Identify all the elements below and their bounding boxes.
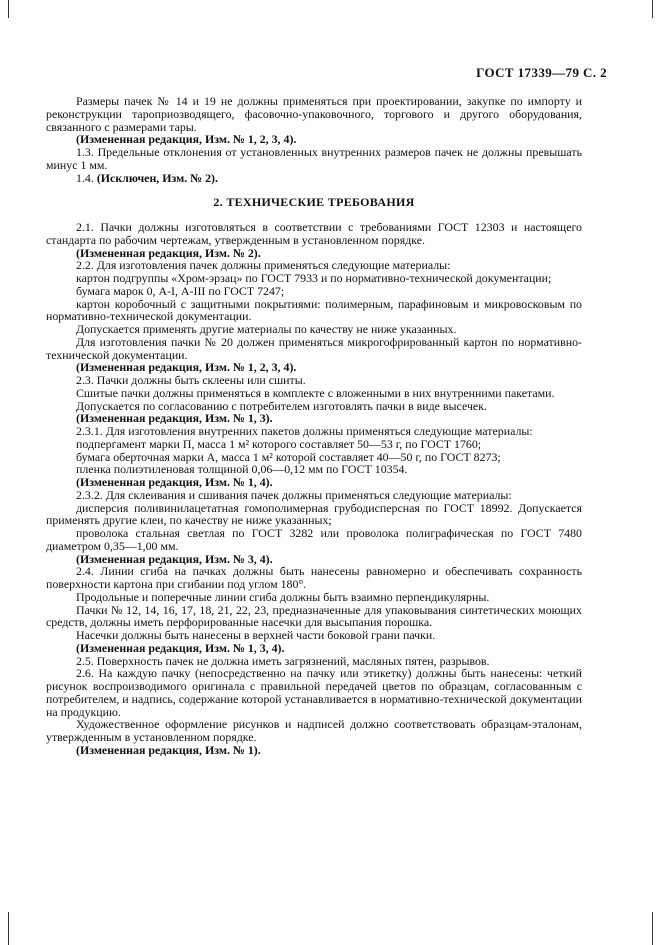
scan-edge-mark (8, 912, 9, 945)
paragraph: Насечки должны быть нанесены в верхней части боковой грани пачки. (76, 628, 436, 642)
paragraph: бумага марок 0, А-I, А-III по ГОСТ 7247; (76, 283, 285, 298)
paragraph: 2.3. Пачки должны быть склеены или сшиты. (76, 373, 306, 387)
page-header-title: ГОСТ 17339—79 С. 2 (476, 65, 607, 80)
paragraph: Продольные и поперечные линии сгиба должны быть взаимно перпендикулярны. (76, 589, 490, 604)
amendment-note: (Измененная редакция, Изм. № 1, 2, 3, 4). (76, 132, 297, 147)
paragraph: Допускается по согласованию с потребителем изготовлять пачки в виде высечек. (76, 398, 487, 413)
paragraph: картон коробочный с защитными покрытиями: полимерным, парафиновым и микровосковым по нормативно-технической документации. (46, 296, 582, 324)
amendment-note: (Измененная редакция, Изм. № 1, 2, 3, 4). (76, 360, 297, 375)
section-title: 2. ТЕХНИЧЕСКИЕ ТРЕБОВАНИЯ (213, 195, 415, 210)
paragraph: 2.3.2. Для склеивания и сшивания пачек должны применяться следующие материалы: (76, 487, 512, 502)
paragraph: 2.3.1. Для изготовления внутренних пакетов должны применяться следующие материалы: (76, 424, 533, 438)
paragraph-1-4 (46, 172, 582, 185)
paragraph: картон подгруппы «Хром-эрзац» по ГОСТ 7933 и по нормативно-технической документации; (76, 271, 552, 285)
amendment-note: (Измененная редакция, Изм. № 3, 4). (76, 551, 273, 566)
paragraph: 2.6. На каждую пачку (непосредственно на пачку или этикетку) должны быть нанесены: четкий рисунок воспроизводимого оригинала с правильной передачей цветов по образцам, согласованным с потребителем, и надпись, содержание которой устанавливается в нормативно-технической документации на продукцию. (46, 666, 582, 719)
paragraph: Для изготовления пачки № 20 должен применяться микрогофрированный картон по нормативно-технической документации. (46, 334, 582, 362)
amendment-note: (Измененная редакция, Изм. № 1, 4). (76, 475, 273, 489)
paragraph: бумага оберточная марки А, масса 1 м² которой составляет 40—50 г, по ГОСТ 8273; (76, 449, 501, 464)
paragraph: 2.1. Пачки должны изготовляться в соответствии с требованиями ГОСТ 12303 и настоящего стандарта по рабочим чертежам, утвержденным в установленном порядке. (46, 220, 582, 247)
clause-number: 1.4. (76, 170, 94, 185)
paragraph: 1.3. Предельные отклонения от установленных внутренних размеров пачек не должны превышать минус 1 мм. (46, 145, 582, 172)
paragraph: 2.4. Линии сгиба на пачках должны быть нанесены равномерно и обеспечивать сохранность поверхности картона при сгибании под углом 180°. (46, 564, 582, 591)
amendment-note: (Измененная редакция, Изм. № 1, 3). (76, 411, 273, 426)
paragraph: проволока стальная светлая по ГОСТ 3282 или проволока полиграфическая по ГОСТ 7480 диаметром 0,35—1,00 мм. (46, 526, 582, 553)
scan-edge-mark (652, 0, 653, 18)
amendment-note: (Измененная редакция, Изм. № 1, 3, 4). (76, 640, 285, 655)
paragraph: Размеры пачек № 14 и 19 не должны применяться при проектировании, закупке по импорту и реконструкции тароприозводящего, фасовочно-упаковочного, торгового и другого оборудования, связанного с размерами тары. (46, 94, 582, 134)
paragraph: дисперсия поливинилацетатная гомополимерная грубодисперсная по ГОСТ 18992. Допускается применять другие клеи, по качеству не ниже указанных; (46, 500, 582, 528)
scan-edge-mark (652, 912, 653, 945)
amendment-note: (Измененная редакция, Изм. № 2). (76, 245, 261, 260)
paragraph: Сшитые пачки должны применяться в комплекте с вложенными в них внутренними пакетами. (76, 385, 555, 400)
paragraph: подпергамент марки П, масса 1 м² которого составляет 50—53 г, по ГОСТ 1760; (76, 436, 482, 451)
paragraph: Допускается применять другие материалы по качеству не ниже указанных. (76, 322, 457, 336)
document-body (46, 95, 582, 757)
paragraph: 2.2. Для изготовления пачек должны применяться следующие материалы: (76, 258, 451, 273)
amendment-note: (Измененная редакция, Изм. № 1). (76, 742, 261, 757)
paragraph: Художественное оформление рисунков и надписей должно соответствовать образцам-эталонам, утвержденным в установленном порядке. (46, 717, 582, 744)
paragraph: Пачки № 12, 14, 16, 17, 18, 21, 22, 23, предназначенные для упаковывания синтетических моющих средств, должны иметь перфорированные насечки для высыпания порошка. (46, 602, 582, 630)
amendment-note: (Исключен, Изм. № 2). (96, 170, 218, 185)
scan-edge-mark (8, 0, 9, 18)
paragraph: пленка полиэтиленовая толщиной 0,06—0,12 мм по ГОСТ 10354. (76, 462, 408, 477)
paragraph: 2.5. Поверхность пачек не должна иметь загрязнений, масляных пятен, разрывов. (76, 653, 490, 668)
